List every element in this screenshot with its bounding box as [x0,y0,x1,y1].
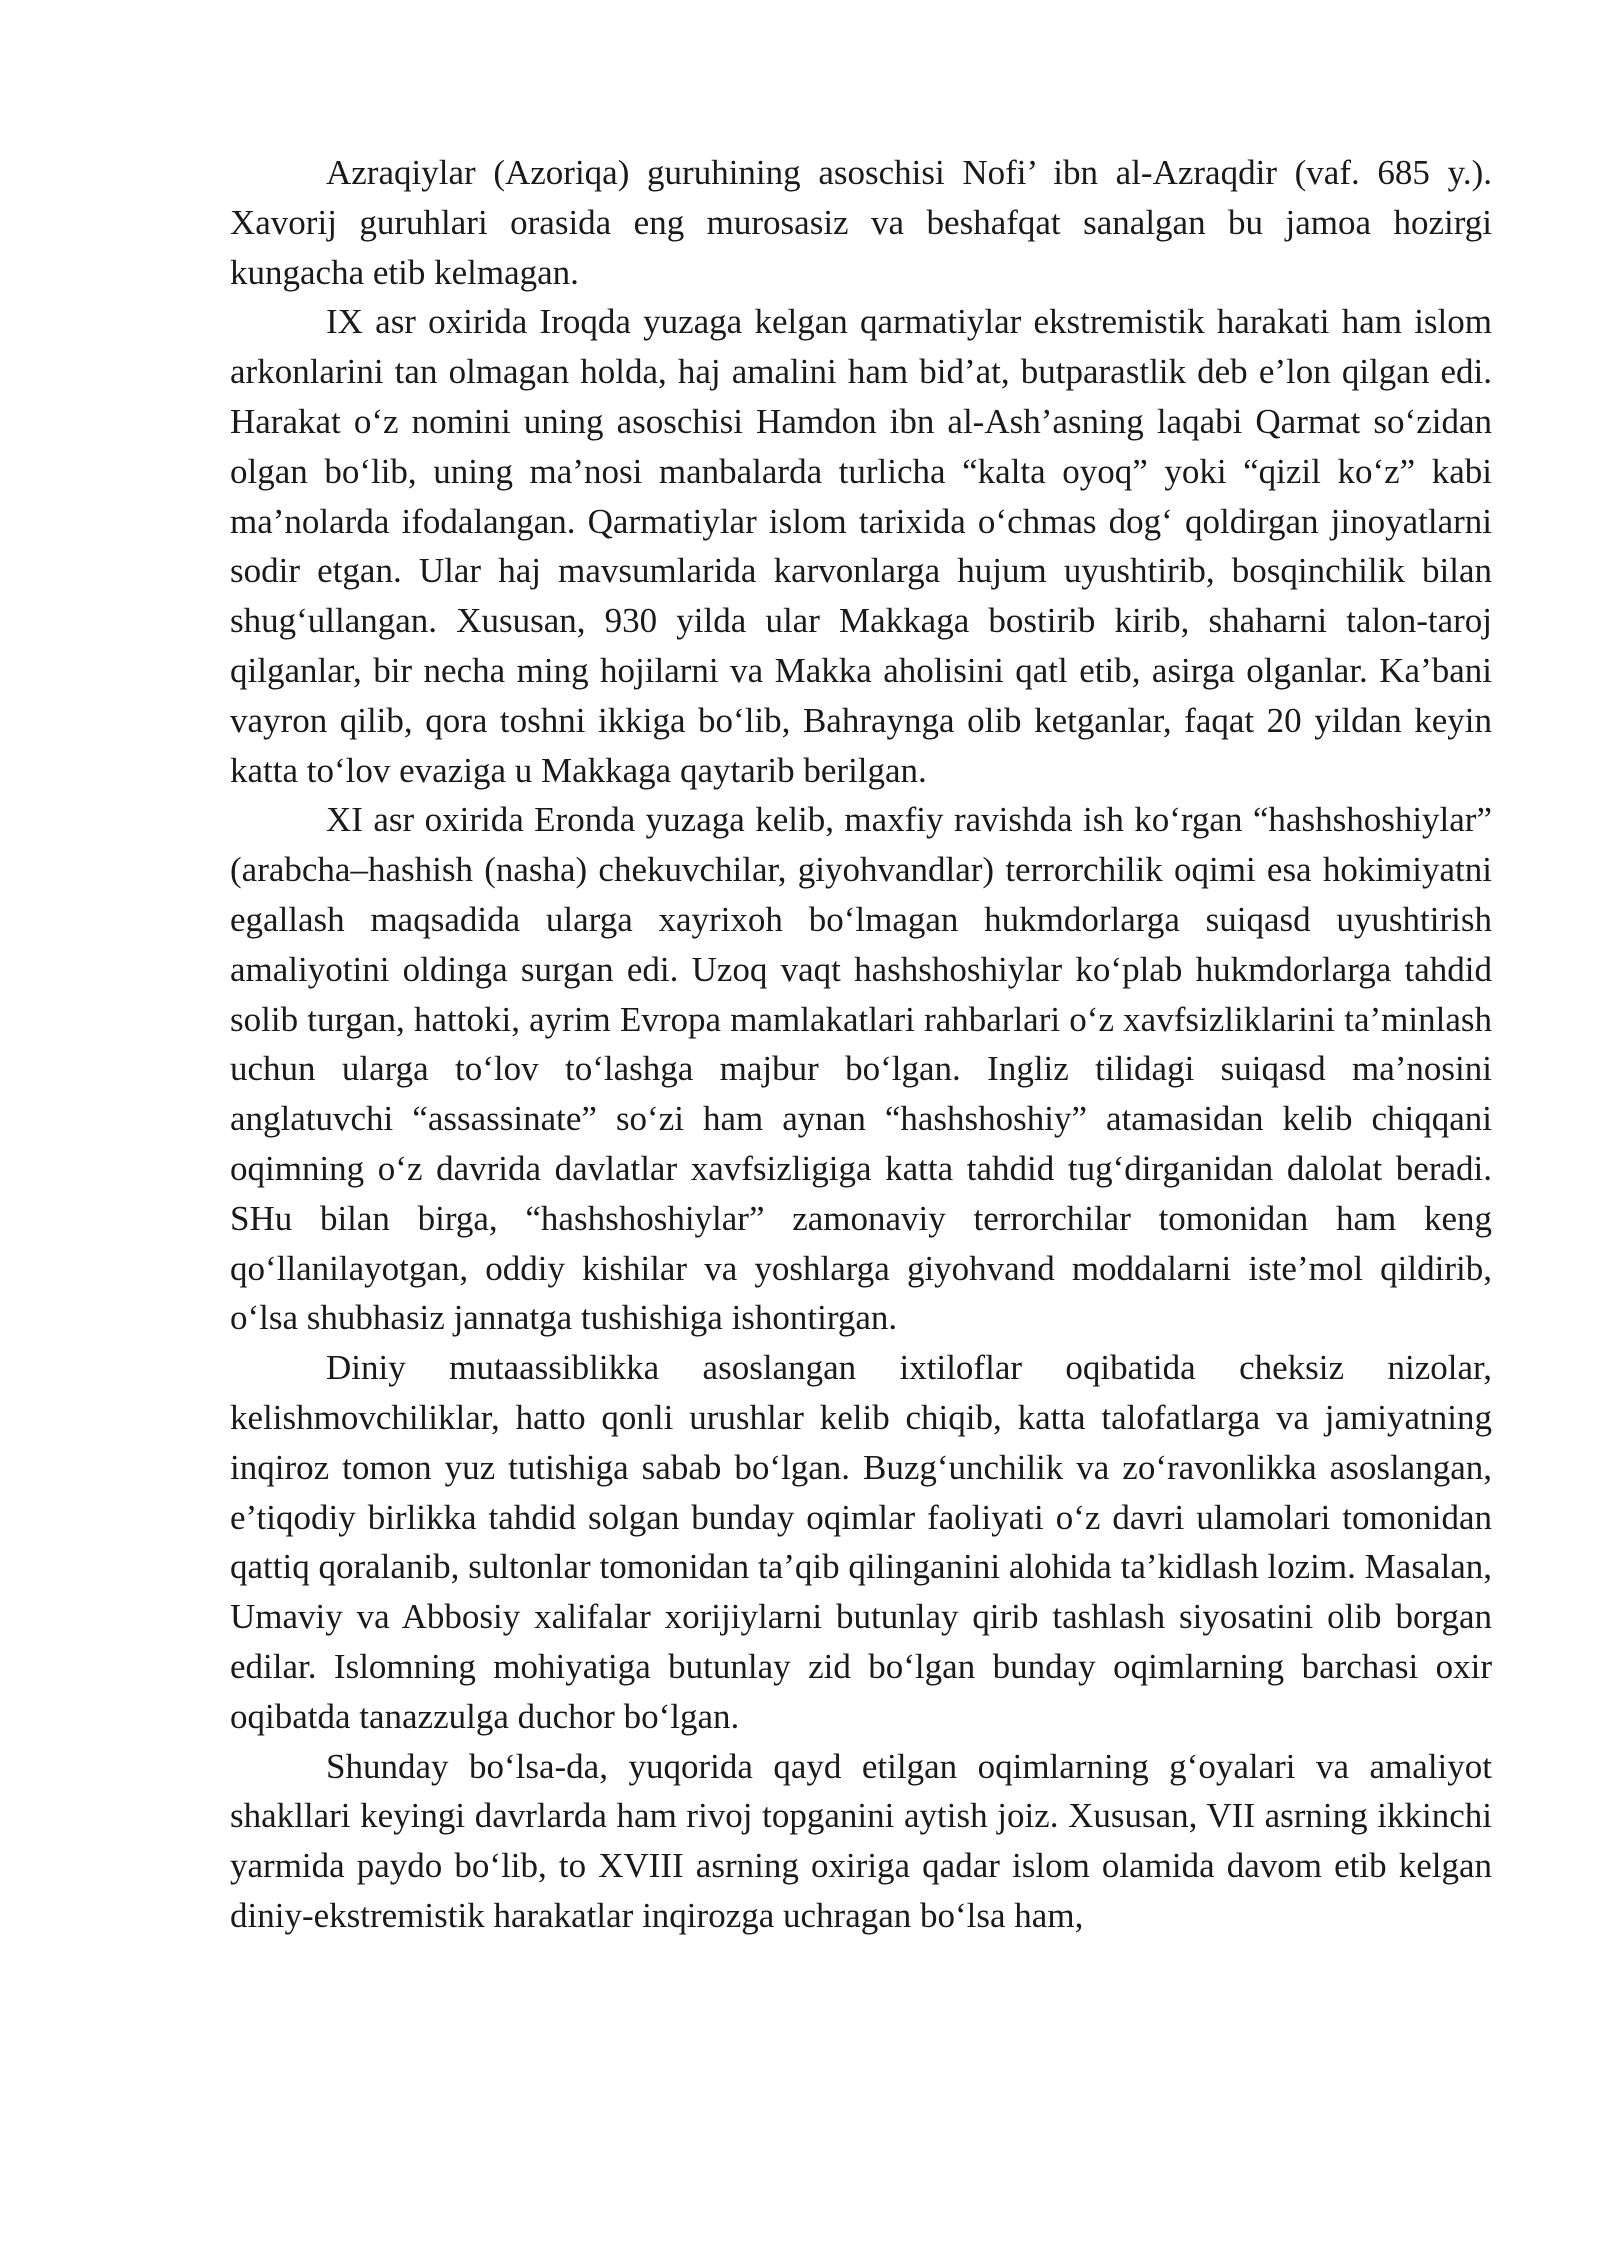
paragraph-azraqiylar: Azraqiylar (Azoriqa) guruhining asoschisi Nofi’ ibn al-Azraqdir (vaf. 685 y.). Xavorij guruhlari orasida eng murosasiz va beshafqat sanalgan bu jamoa hozirgi kungacha etib kelmagan. [230,153,1492,292]
document-page [230,148,1492,1941]
paragraph-diniy-mutaassiblik: Diniy mutaassiblikka asoslangan ixtiloflar oqibatida cheksiz nizolar, kelishmovchiliklar, hatto qonli urushlar kelib chiqib, katta talofatlarga va jamiyatning inqiroz tomon yuz tutishiga sabab bo‘lgan. Buzg‘unchilik va zo‘ravonlikka asoslangan, e’tiqodiy birlikka tahdid solgan bunday oqimlar faoliyati o‘z davri ulamolari tomonidan qattiq qoralanib, sultonlar tomonidan ta’qib qilinganini alohida ta’kidlash lozim. Masalan, Umaviy va Abbosiy xalifalar xorijiylarni butunlay qirib tashlash siyosatini olib borgan edilar. Islomning mohiyatiga butunlay zid bo‘lgan bunday oqimlarning barchasi oxir oqibatda tanazzulga duchor bo‘lgan. [230,1348,1492,1736]
paragraph-hashshoshiylar: XI asr oxirida Eronda yuzaga kelib, maxfiy ravishda ish ko‘rgan “hashshoshiylar” (arabcha–hashish (nasha) chekuvchilar, giyohvandlar) terrorchilik oqimi esa hokimiyatni egallash maqsadida ularga xayrixoh bo‘lmagan hukmdorlarga suiqasd uyushtirish amaliyotini oldinga surgan edi. Uzoq vaqt hashshoshiylar ko‘plab hukmdorlarga tahdid solib turgan, hattoki, ayrim Evropa mamlakatlari rahbarlari o‘z xavfsizliklarini ta’minlash uchun ularga to‘lov to‘lashga majbur bo‘lgan. Ingliz tilidagi suiqasd ma’nosini anglatuvchi “assassinate” so‘zi ham aynan “hashshoshiy” atamasidan kelib chiqqani oqimning o‘z davrida davlatlar xavfsizligiga katta tahdid tug‘dirganidan dalolat beradi. SHu bilan birga, “hashshoshiylar” zamonaviy terrorchilar tomonidan ham keng qo‘llanilayotgan, oddiy kishilar va yoshlarga giyohvand moddalarni iste’mol qildirib, o‘lsa shubhasiz jannatga tushishiga ishontirgan. [230,800,1492,1338]
paragraph-shunday: Shunday bo‘lsa-da, yuqorida qayd etilgan oqimlarning g‘oyalari va amaliyot shakllari keyingi davrlarda ham rivoj topganini aytish joiz. Xususan, VII asrning ikkinchi yarmida paydo bo‘lib, to XVIII asrning oxiriga qadar islom olamida davom etib kelgan diniy-ekstremistik harakatlar inqirozga uchragan bo‘lsa ham, [230,1746,1492,1935]
paragraph-qarmatiylar: IX asr oxirida Iroqda yuzaga kelgan qarmatiylar ekstremistik harakati ham islom arkonlarini tan olmagan holda, haj amalini ham bid’at, butparastlik deb e’lon qilgan edi. Harakat o‘z nomini uning asoschisi Hamdon ibn al-Ash’asning laqabi Qarmat so‘zidan olgan bo‘lib, uning ma’nosi manbalarda turlicha “kalta oyoq” yoki “qizil ko‘z” kabi ma’nolarda ifodalangan. Qarmatiylar islom tarixida o‘chmas dog‘ qoldirgan jinoyatlarni sodir etgan. Ular haj mavsumlarida karvonlarga hujum uyushtirib, bosqinchilik bilan shug‘ullangan. Xususan, 930 yilda ular Makkaga bostirib kirib, shaharni talon-taroj qilganlar, bir necha ming hojilarni va Makka aholisini qatl etib, asirga olganlar. Ka’bani vayron qilib, qora toshni ikkiga bo‘lib, Bahraynga olib ketganlar, faqat 20 yildan keyin katta to‘lov evaziga u Makkaga qaytarib berilgan. [230,302,1492,790]
